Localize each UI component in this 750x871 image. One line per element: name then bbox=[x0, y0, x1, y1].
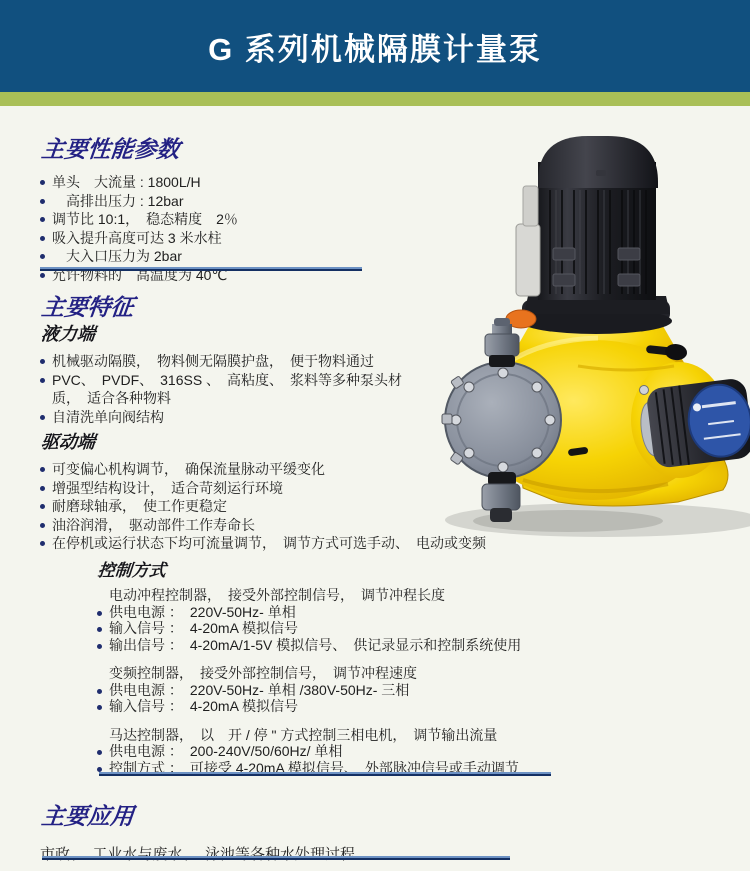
bullet-item bbox=[97, 604, 657, 621]
bullet-item bbox=[40, 173, 440, 192]
bullet-dot-icon bbox=[40, 523, 45, 528]
bullet-item bbox=[40, 192, 440, 211]
bullet-item bbox=[97, 620, 657, 637]
pump-product-photo bbox=[428, 128, 750, 564]
bullet-text: 在停机或运行状态下均可流量调节， 调节方式可选手动、 电动或变频 bbox=[52, 535, 486, 551]
bullet-dot-icon bbox=[97, 644, 102, 649]
bullet-item bbox=[97, 637, 657, 654]
bullet-item bbox=[97, 715, 657, 727]
motor-side-plate bbox=[523, 186, 538, 226]
header-band bbox=[0, 0, 750, 92]
bullet-text: 大入口压力为 2bar bbox=[52, 248, 182, 264]
divider-rule-performance bbox=[40, 267, 362, 271]
section-hydraulic-end bbox=[40, 320, 470, 426]
bullet-dot-icon bbox=[40, 378, 45, 383]
bullet-dot-icon bbox=[40, 199, 45, 204]
bullet-text: 单头 大流量 : 1800L/H bbox=[52, 174, 201, 190]
bullet-text: 电动冲程控制器， 接受外部控制信号， 调节冲程长度 bbox=[109, 587, 445, 603]
bullet-item bbox=[40, 352, 470, 371]
bullet-text: 供电电源 ： 220V-50Hz- 单相 bbox=[109, 603, 296, 620]
divider-rule-control bbox=[99, 772, 551, 776]
bullet-item bbox=[40, 210, 440, 229]
bullet-text: 机械驱动隔膜， 物料侧无隔膜护盘， 便于物料通过 bbox=[52, 353, 374, 369]
bullet-dot-icon bbox=[97, 689, 102, 694]
bullet-text: PVC、 PVDF、 316SS 、 高粘度、 浆料等多种泵头材 bbox=[52, 371, 403, 388]
section-features-heading bbox=[40, 289, 135, 322]
page-title: G 系列机械隔膜计量泵 bbox=[208, 31, 542, 67]
bullet-item bbox=[40, 408, 470, 427]
bullet-item bbox=[40, 229, 440, 248]
bullet-dot-icon bbox=[40, 504, 45, 509]
control-heading: 控制方式 bbox=[97, 561, 167, 580]
bullet-item bbox=[97, 653, 657, 665]
bullet-text: 吸入提升高度可达 3 米水柱 bbox=[52, 229, 222, 246]
motor-junction-box bbox=[516, 224, 540, 296]
stroke-adjustment-knob bbox=[637, 377, 750, 470]
section-control bbox=[97, 556, 657, 776]
bullet-text: 控制方式 ： 可接受 4-20mA 模拟信号、 外部脉冲信号或手动调节 bbox=[109, 759, 519, 776]
bullet-text: 可变偏心机构调节， 确保流量脉动平缓变化 bbox=[52, 461, 325, 477]
bullet-item bbox=[40, 389, 470, 408]
bullet-item bbox=[40, 371, 470, 390]
performance-heading: 主要性能参数 bbox=[40, 136, 181, 162]
drive-subheading: 驱动端 bbox=[40, 432, 96, 452]
bullet-item bbox=[40, 247, 440, 266]
bullet-dot-icon bbox=[40, 254, 45, 259]
section-performance bbox=[40, 131, 440, 284]
bullet-dot-icon bbox=[97, 611, 102, 616]
bullet-text: 变频控制器， 接受外部控制信号， 调节冲程速度 bbox=[109, 665, 417, 681]
bullet-text: 调节比 10:1， 稳态精度 2％ bbox=[52, 211, 238, 227]
bullet-item bbox=[109, 587, 657, 604]
pump-head bbox=[442, 362, 561, 478]
bullet-text: 油浴润滑， 驱动部件工作寿命长 bbox=[52, 516, 255, 533]
accent-stripe bbox=[0, 92, 750, 106]
bullet-dot-icon bbox=[97, 750, 102, 755]
bullet-item bbox=[97, 743, 657, 760]
bullet-text: 马达控制器， 以 开 / 停 " 方式控制三相电机， 调节输出流量 bbox=[109, 726, 498, 743]
bullet-dot-icon bbox=[97, 767, 102, 772]
pump-motor bbox=[524, 136, 670, 314]
bullet-text: 供电电源 ： 220V-50Hz- 单相 /380V-50Hz- 三相 bbox=[109, 681, 410, 698]
bullet-text: 供电电源 ： 200-240V/50/60Hz/ 单相 bbox=[109, 743, 343, 759]
hydraulic-subheading: 液力端 bbox=[40, 324, 96, 344]
bullet-item bbox=[97, 698, 657, 715]
bullet-dot-icon bbox=[97, 627, 102, 632]
bullet-dot-icon bbox=[40, 541, 45, 546]
bullet-dot-icon bbox=[40, 217, 45, 222]
bullet-text: 质， 适合各种物料 bbox=[52, 390, 171, 406]
bullet-text: 高排出压力 : 12bar bbox=[52, 192, 184, 209]
bullet-text: 允许物料的 高温度为 40℃ bbox=[52, 266, 228, 283]
bullet-dot-icon bbox=[40, 180, 45, 185]
bullet-item bbox=[109, 727, 657, 744]
bullet-text: 输入信号 ： 4-20mA 模拟信号 bbox=[109, 698, 299, 714]
bullet-dot-icon bbox=[97, 705, 102, 710]
control-list bbox=[97, 587, 657, 776]
bullet-dot-icon bbox=[40, 236, 45, 241]
bullet-dot-icon bbox=[40, 467, 45, 472]
bullet-text: 输出信号 ： 4-20mA/1-5V 模拟信号、 供记录显示和控制系统使用 bbox=[109, 636, 522, 653]
bullet-text: 增强型结构设计， 适合苛刻运行环境 bbox=[52, 479, 283, 496]
bullet-dot-icon bbox=[40, 415, 45, 420]
section-applications bbox=[40, 798, 540, 864]
bullet-dot-icon bbox=[40, 273, 45, 278]
bullet-text: 输入信号 ： 4-20mA 模拟信号 bbox=[109, 620, 299, 636]
bullet-dot-icon bbox=[40, 486, 45, 491]
bullet-item bbox=[97, 682, 657, 699]
applications-heading: 主要应用 bbox=[40, 803, 135, 829]
bullet-text: 耐磨球轴承， 使工作更稳定 bbox=[52, 498, 227, 514]
hydraulic-list bbox=[40, 352, 470, 426]
bullet-dot-icon bbox=[40, 359, 45, 364]
divider-rule-applications bbox=[42, 856, 510, 860]
applications-text: 市政、 工业水与废水、 泳池等各种水处理过程 bbox=[40, 846, 356, 863]
features-heading: 主要特征 bbox=[40, 294, 135, 320]
bullet-text: 自清洗单向阀结构 bbox=[52, 408, 164, 425]
bullet-item bbox=[109, 665, 657, 682]
